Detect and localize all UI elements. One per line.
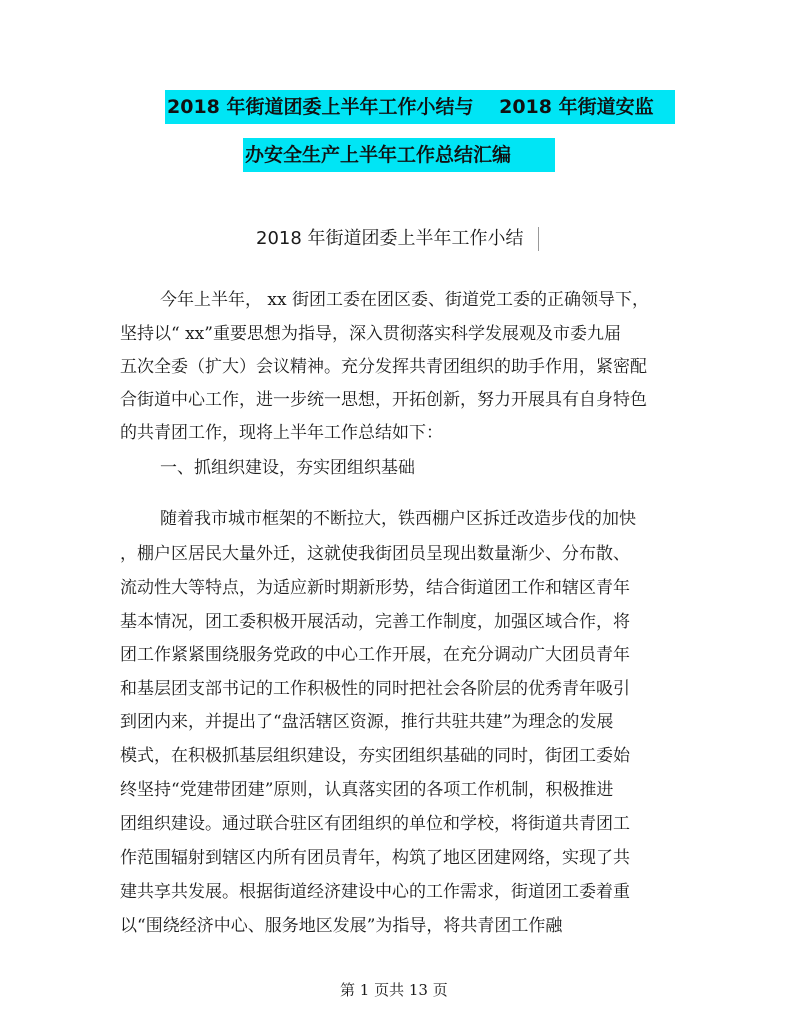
section-heading: 一、抓组织建设，夯实团组织基础: [160, 458, 415, 478]
body-line: 坚持以“ xx”重要思想为指导，深入贯彻落实科学发展观及市委九届: [120, 324, 621, 344]
document-title-line-1: 2018 年街道团委上半年工作小结与 2018 年街道安监: [165, 90, 675, 124]
body-line: 团组织建设。通过联合驻区有团组织的单位和学校，将街道共青团工: [120, 814, 630, 834]
text-cursor-mark: [538, 227, 539, 251]
body-line: 今年上半年， xx 街团工委在团区委、街道党工委的正确领导下，: [160, 290, 649, 310]
body-line: 模式，在积极抓基层组织建设，夯实团组织基础的同时，街团工委始: [120, 746, 630, 766]
body-line: 以“围绕经济中心、服务地区发展”为指导，将共青团工作融: [120, 916, 563, 936]
body-line: 终坚持“党建带团建”原则，认真落实团的各项工作机制，积极推进: [120, 780, 614, 800]
body-line: 随着我市城市框架的不断拉大，铁西棚户区拆迁改造步伐的加快: [160, 509, 636, 529]
body-line: 五次全委（扩大）会议精神。充分发挥共青团组织的助手作用，紧密配: [120, 357, 647, 377]
body-line: 团工作紧紧围绕服务党政的中心工作开展，在充分调动广大团员青年: [120, 645, 630, 665]
section-subtitle: 2018 年街道团委上半年工作小结: [256, 228, 524, 249]
body-line: 流动性大等特点，为适应新时期新形势，结合街道团工作和辖区青年: [120, 578, 630, 598]
body-line: 的共青团工作，现将上半年工作总结如下：: [120, 423, 443, 443]
body-line: 合街道中心工作，进一步统一思想，开拓创新，努力开展具有自身特色: [120, 390, 647, 410]
body-line: 到团内来，并提出了“盘活辖区资源，推行共驻共建”为理念的发展: [120, 712, 614, 732]
page-footer: 第 1 页共 13 页: [340, 981, 448, 999]
body-line: 基本情况，团工委积极开展活动，完善工作制度，加强区域合作，将: [120, 612, 630, 632]
body-line: ，棚户区居民大量外迁，这就使我街团员呈现出数量渐少、分布散、: [120, 544, 630, 564]
document-title-line-2: 办安全生产上半年工作总结汇编: [243, 138, 555, 172]
body-line: 建共享共发展。根据街道经济建设中心的工作需求，街道团工委着重: [120, 882, 630, 902]
body-line: 作范围辐射到辖区内所有团员青年，构筑了地区团建网络，实现了共: [120, 848, 630, 868]
body-line: 和基层团支部书记的工作积极性的同时把社会各阶层的优秀青年吸引: [120, 679, 630, 699]
